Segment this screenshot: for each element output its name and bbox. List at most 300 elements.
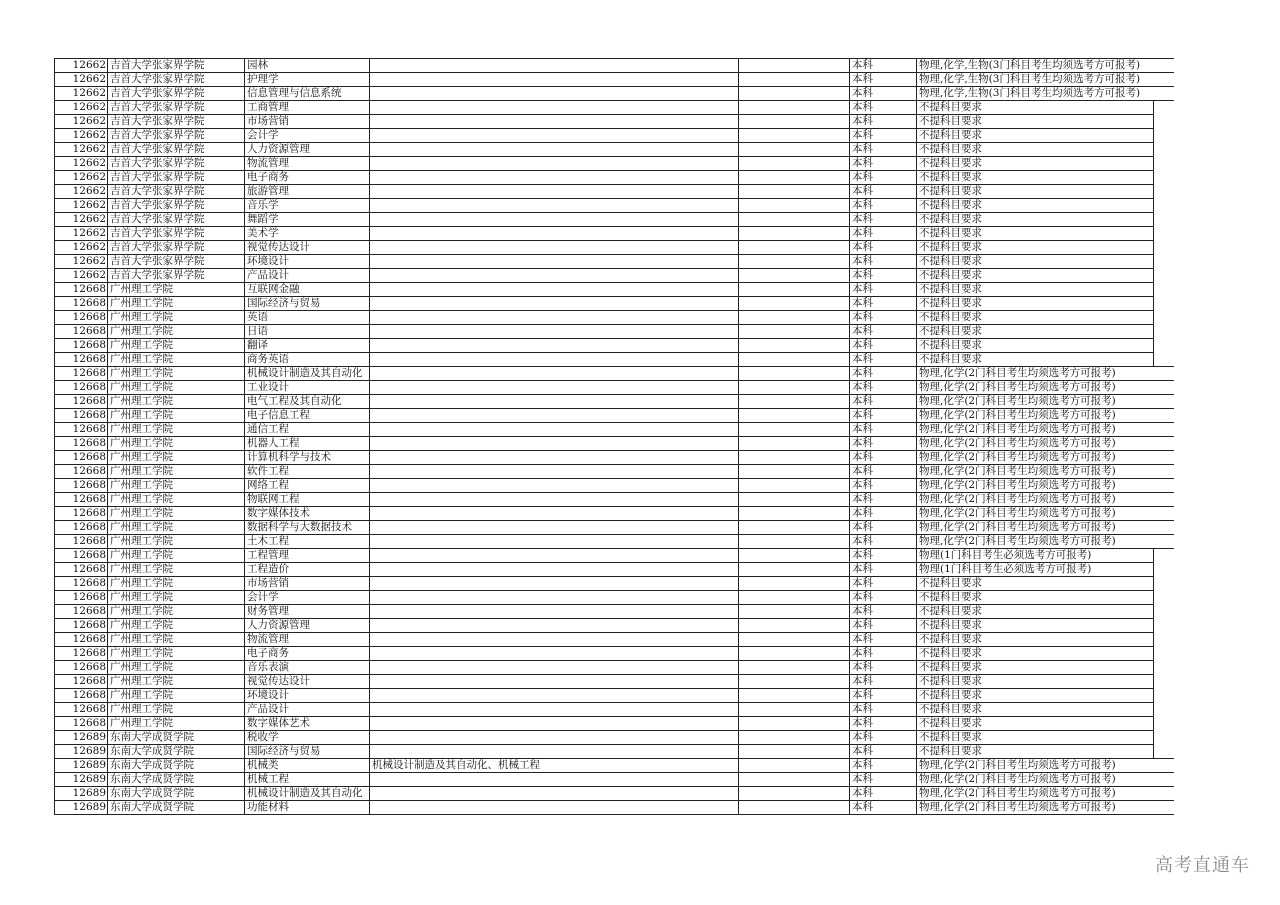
table-row xyxy=(55,199,1174,213)
table-row xyxy=(55,675,1174,689)
subject-requirement-cell: 不提科目要求 xyxy=(917,311,1154,325)
subject-requirement-cell: 不提科目要求 xyxy=(917,143,1154,157)
major-name-cell: 市场营销 xyxy=(245,115,370,129)
note-cell xyxy=(739,521,850,535)
level-cell: 本科 xyxy=(850,451,917,465)
major-name-cell: 翻译 xyxy=(245,339,370,353)
note-cell xyxy=(739,157,850,171)
major-includes-cell xyxy=(370,157,739,171)
empty-margin-cell xyxy=(1154,339,1174,353)
table-row xyxy=(55,241,1174,255)
school-name-cell: 东南大学成贤学院 xyxy=(108,745,245,759)
school-name-cell: 广州理工学院 xyxy=(108,619,245,633)
table-row xyxy=(55,563,1174,577)
major-name-cell: 机器人工程 xyxy=(245,437,370,451)
school-name-cell: 吉首大学张家界学院 xyxy=(108,185,245,199)
major-includes-cell xyxy=(370,745,739,759)
empty-margin-cell xyxy=(1154,157,1174,171)
note-cell xyxy=(739,675,850,689)
note-cell xyxy=(739,745,850,759)
school-name-cell: 广州理工学院 xyxy=(108,703,245,717)
table-row xyxy=(55,731,1174,745)
empty-margin-cell xyxy=(1154,101,1174,115)
subject-requirement-cell: 不提科目要求 xyxy=(917,129,1154,143)
subject-requirement-cell: 物理,化学,生物(3门科目考生均须选考方可报考) xyxy=(917,73,1174,87)
note-cell xyxy=(739,353,850,367)
empty-margin-cell xyxy=(1154,227,1174,241)
school-code-cell: 12668 xyxy=(55,325,108,339)
level-cell: 本科 xyxy=(850,437,917,451)
empty-margin-cell xyxy=(1154,703,1174,717)
school-code-cell: 12668 xyxy=(55,381,108,395)
table-row xyxy=(55,633,1174,647)
note-cell xyxy=(739,633,850,647)
school-name-cell: 吉首大学张家界学院 xyxy=(108,269,245,283)
level-cell: 本科 xyxy=(850,339,917,353)
subject-requirement-cell: 不提科目要求 xyxy=(917,661,1154,675)
school-code-cell: 12662 xyxy=(55,115,108,129)
table-row xyxy=(55,395,1174,409)
major-name-cell: 日语 xyxy=(245,325,370,339)
watermark-logo: 高考直通车 xyxy=(1155,855,1250,876)
school-code-cell: 12689 xyxy=(55,773,108,787)
table-row xyxy=(55,311,1174,325)
major-includes-cell xyxy=(370,395,739,409)
note-cell xyxy=(739,493,850,507)
school-code-cell: 12662 xyxy=(55,255,108,269)
major-includes-cell xyxy=(370,129,739,143)
major-includes-cell xyxy=(370,115,739,129)
major-name-cell: 电子商务 xyxy=(245,647,370,661)
table-row xyxy=(55,157,1174,171)
table-row xyxy=(55,507,1174,521)
level-cell: 本科 xyxy=(850,605,917,619)
major-includes-cell xyxy=(370,577,739,591)
major-includes-cell xyxy=(370,423,739,437)
major-name-cell: 数字媒体技术 xyxy=(245,507,370,521)
table-row xyxy=(55,437,1174,451)
subject-requirement-cell: 物理,化学(2门科目考生均须选考方可报考) xyxy=(917,409,1174,423)
major-includes-cell xyxy=(370,493,739,507)
level-cell: 本科 xyxy=(850,143,917,157)
empty-margin-cell xyxy=(1154,689,1174,703)
table-row xyxy=(55,451,1174,465)
table-row xyxy=(55,283,1174,297)
major-includes-cell xyxy=(370,787,739,801)
note-cell xyxy=(739,437,850,451)
school-code-cell: 12668 xyxy=(55,367,108,381)
major-name-cell: 国际经济与贸易 xyxy=(245,297,370,311)
level-cell: 本科 xyxy=(850,633,917,647)
note-cell xyxy=(739,689,850,703)
school-name-cell: 广州理工学院 xyxy=(108,353,245,367)
level-cell: 本科 xyxy=(850,311,917,325)
major-name-cell: 护理学 xyxy=(245,73,370,87)
empty-margin-cell xyxy=(1154,283,1174,297)
major-name-cell: 市场营销 xyxy=(245,577,370,591)
empty-margin-cell xyxy=(1154,255,1174,269)
empty-margin-cell xyxy=(1154,129,1174,143)
subject-requirement-cell: 物理,化学,生物(3门科目考生均须选考方可报考) xyxy=(917,87,1174,101)
table-row xyxy=(55,717,1174,731)
subject-requirement-cell: 不提科目要求 xyxy=(917,605,1154,619)
major-name-cell: 工程造价 xyxy=(245,563,370,577)
subject-requirement-cell: 不提科目要求 xyxy=(917,325,1154,339)
table-row xyxy=(55,353,1174,367)
school-name-cell: 吉首大学张家界学院 xyxy=(108,171,245,185)
subject-requirement-cell: 不提科目要求 xyxy=(917,703,1154,717)
subject-requirement-cell: 不提科目要求 xyxy=(917,213,1154,227)
level-cell: 本科 xyxy=(850,549,917,563)
major-name-cell: 信息管理与信息系统 xyxy=(245,87,370,101)
level-cell: 本科 xyxy=(850,703,917,717)
school-name-cell: 吉首大学张家界学院 xyxy=(108,129,245,143)
school-code-cell: 12662 xyxy=(55,171,108,185)
school-name-cell: 广州理工学院 xyxy=(108,395,245,409)
school-name-cell: 广州理工学院 xyxy=(108,339,245,353)
major-name-cell: 电子信息工程 xyxy=(245,409,370,423)
subject-requirement-cell: 物理,化学(2门科目考生均须选考方可报考) xyxy=(917,759,1174,773)
note-cell xyxy=(739,59,850,73)
subject-requirement-cell: 物理,化学(2门科目考生均须选考方可报考) xyxy=(917,521,1174,535)
school-code-cell: 12668 xyxy=(55,689,108,703)
subject-requirement-cell: 物理,化学(2门科目考生均须选考方可报考) xyxy=(917,773,1174,787)
empty-margin-cell xyxy=(1154,269,1174,283)
major-includes-cell xyxy=(370,101,739,115)
major-name-cell: 功能材料 xyxy=(245,801,370,815)
subject-requirement-cell: 物理,化学(2门科目考生均须选考方可报考) xyxy=(917,395,1174,409)
note-cell xyxy=(739,479,850,493)
school-name-cell: 吉首大学张家界学院 xyxy=(108,101,245,115)
major-includes-cell xyxy=(370,353,739,367)
major-includes-cell xyxy=(370,661,739,675)
table-row xyxy=(55,521,1174,535)
major-includes-cell xyxy=(370,507,739,521)
table-row xyxy=(55,577,1174,591)
subject-requirement-cell: 不提科目要求 xyxy=(917,675,1154,689)
school-name-cell: 广州理工学院 xyxy=(108,647,245,661)
note-cell xyxy=(739,409,850,423)
note-cell xyxy=(739,101,850,115)
table-row xyxy=(55,465,1174,479)
school-name-cell: 东南大学成贤学院 xyxy=(108,759,245,773)
major-name-cell: 软件工程 xyxy=(245,465,370,479)
table-row xyxy=(55,759,1174,773)
level-cell: 本科 xyxy=(850,353,917,367)
major-includes-cell xyxy=(370,717,739,731)
school-code-cell: 12668 xyxy=(55,717,108,731)
level-cell: 本科 xyxy=(850,241,917,255)
school-name-cell: 广州理工学院 xyxy=(108,493,245,507)
subject-requirement-cell: 不提科目要求 xyxy=(917,339,1154,353)
school-code-cell: 12668 xyxy=(55,409,108,423)
school-name-cell: 广州理工学院 xyxy=(108,297,245,311)
empty-margin-cell xyxy=(1154,115,1174,129)
subject-requirement-cell: 物理(1门科目考生必须选考方可报考) xyxy=(917,563,1154,577)
note-cell xyxy=(739,255,850,269)
major-name-cell: 财务管理 xyxy=(245,605,370,619)
major-includes-cell xyxy=(370,255,739,269)
school-name-cell: 广州理工学院 xyxy=(108,717,245,731)
major-name-cell: 机械类 xyxy=(245,759,370,773)
empty-margin-cell xyxy=(1154,633,1174,647)
major-includes-cell xyxy=(370,479,739,493)
major-name-cell: 数字媒体艺术 xyxy=(245,717,370,731)
major-includes-cell xyxy=(370,451,739,465)
school-code-cell: 12689 xyxy=(55,745,108,759)
major-name-cell: 土木工程 xyxy=(245,535,370,549)
level-cell: 本科 xyxy=(850,619,917,633)
school-name-cell: 吉首大学张家界学院 xyxy=(108,241,245,255)
note-cell xyxy=(739,297,850,311)
level-cell: 本科 xyxy=(850,73,917,87)
note-cell xyxy=(739,115,850,129)
major-name-cell: 机械工程 xyxy=(245,773,370,787)
school-code-cell: 12668 xyxy=(55,311,108,325)
note-cell xyxy=(739,703,850,717)
school-code-cell: 12668 xyxy=(55,549,108,563)
major-name-cell: 环境设计 xyxy=(245,255,370,269)
empty-margin-cell xyxy=(1154,661,1174,675)
subject-requirement-cell: 物理,化学(2门科目考生均须选考方可报考) xyxy=(917,787,1174,801)
school-code-cell: 12668 xyxy=(55,423,108,437)
subject-requirement-cell: 不提科目要求 xyxy=(917,185,1154,199)
empty-margin-cell xyxy=(1154,591,1174,605)
empty-margin-cell xyxy=(1154,241,1174,255)
school-name-cell: 广州理工学院 xyxy=(108,661,245,675)
school-name-cell: 吉首大学张家界学院 xyxy=(108,255,245,269)
table-row xyxy=(55,213,1174,227)
major-name-cell: 产品设计 xyxy=(245,703,370,717)
table-row xyxy=(55,479,1174,493)
subject-requirement-cell: 物理(1门科目考生必须选考方可报考) xyxy=(917,549,1154,563)
empty-margin-cell xyxy=(1154,605,1174,619)
empty-margin-cell xyxy=(1154,143,1174,157)
school-code-cell: 12668 xyxy=(55,577,108,591)
major-includes-cell xyxy=(370,325,739,339)
table-row xyxy=(55,129,1174,143)
table-row xyxy=(55,367,1174,381)
subject-requirement-cell: 不提科目要求 xyxy=(917,745,1154,759)
table-row xyxy=(55,297,1174,311)
school-code-cell: 12668 xyxy=(55,437,108,451)
major-includes-cell xyxy=(370,185,739,199)
school-name-cell: 广州理工学院 xyxy=(108,283,245,297)
school-code-cell: 12668 xyxy=(55,395,108,409)
school-name-cell: 广州理工学院 xyxy=(108,367,245,381)
school-name-cell: 吉首大学张家界学院 xyxy=(108,87,245,101)
note-cell xyxy=(739,605,850,619)
school-name-cell: 广州理工学院 xyxy=(108,535,245,549)
school-code-cell: 12668 xyxy=(55,479,108,493)
table-row xyxy=(55,787,1174,801)
level-cell: 本科 xyxy=(850,227,917,241)
major-includes-cell xyxy=(370,283,739,297)
school-code-cell: 12668 xyxy=(55,703,108,717)
note-cell xyxy=(739,423,850,437)
major-name-cell: 人力资源管理 xyxy=(245,143,370,157)
level-cell: 本科 xyxy=(850,185,917,199)
school-code-cell: 12662 xyxy=(55,269,108,283)
major-name-cell: 音乐表演 xyxy=(245,661,370,675)
empty-margin-cell xyxy=(1154,353,1174,367)
note-cell xyxy=(739,801,850,815)
school-name-cell: 广州理工学院 xyxy=(108,311,245,325)
major-includes-cell xyxy=(370,591,739,605)
school-name-cell: 吉首大学张家界学院 xyxy=(108,115,245,129)
major-includes-cell xyxy=(370,801,739,815)
subject-requirement-cell: 物理,化学(2门科目考生均须选考方可报考) xyxy=(917,493,1174,507)
table-row xyxy=(55,255,1174,269)
table-row xyxy=(55,185,1174,199)
level-cell: 本科 xyxy=(850,59,917,73)
subject-requirement-cell: 物理,化学(2门科目考生均须选考方可报考) xyxy=(917,479,1174,493)
school-name-cell: 广州理工学院 xyxy=(108,633,245,647)
note-cell xyxy=(739,787,850,801)
level-cell: 本科 xyxy=(850,577,917,591)
major-includes-cell xyxy=(370,269,739,283)
school-name-cell: 广州理工学院 xyxy=(108,409,245,423)
empty-margin-cell xyxy=(1154,549,1174,563)
school-code-cell: 12662 xyxy=(55,59,108,73)
major-name-cell: 国际经济与贸易 xyxy=(245,745,370,759)
major-name-cell: 音乐学 xyxy=(245,199,370,213)
subject-requirement-cell: 物理,化学(2门科目考生均须选考方可报考) xyxy=(917,367,1174,381)
level-cell: 本科 xyxy=(850,801,917,815)
subject-requirement-cell: 不提科目要求 xyxy=(917,577,1154,591)
major-includes-cell xyxy=(370,549,739,563)
school-code-cell: 12668 xyxy=(55,339,108,353)
school-name-cell: 吉首大学张家界学院 xyxy=(108,59,245,73)
school-name-cell: 广州理工学院 xyxy=(108,465,245,479)
major-name-cell: 环境设计 xyxy=(245,689,370,703)
level-cell: 本科 xyxy=(850,773,917,787)
table-row xyxy=(55,115,1174,129)
note-cell xyxy=(739,563,850,577)
note-cell xyxy=(739,129,850,143)
empty-margin-cell xyxy=(1154,213,1174,227)
note-cell xyxy=(739,577,850,591)
major-includes-cell xyxy=(370,465,739,479)
major-name-cell: 旅游管理 xyxy=(245,185,370,199)
subject-requirement-cell: 不提科目要求 xyxy=(917,731,1154,745)
table-body xyxy=(55,59,1174,815)
table-row xyxy=(55,493,1174,507)
level-cell: 本科 xyxy=(850,325,917,339)
school-code-cell: 12662 xyxy=(55,101,108,115)
table-row xyxy=(55,409,1174,423)
note-cell xyxy=(739,395,850,409)
level-cell: 本科 xyxy=(850,689,917,703)
school-code-cell: 12662 xyxy=(55,157,108,171)
major-name-cell: 园林 xyxy=(245,59,370,73)
school-name-cell: 广州理工学院 xyxy=(108,325,245,339)
note-cell xyxy=(739,73,850,87)
table-row xyxy=(55,171,1174,185)
school-code-cell: 12662 xyxy=(55,73,108,87)
major-includes-cell xyxy=(370,619,739,633)
major-includes-cell xyxy=(370,689,739,703)
table-row xyxy=(55,59,1174,73)
school-name-cell: 广州理工学院 xyxy=(108,437,245,451)
table-row xyxy=(55,605,1174,619)
level-cell: 本科 xyxy=(850,717,917,731)
major-includes-cell xyxy=(370,87,739,101)
note-cell xyxy=(739,591,850,605)
major-name-cell: 物流管理 xyxy=(245,633,370,647)
major-includes-cell xyxy=(370,521,739,535)
level-cell: 本科 xyxy=(850,521,917,535)
major-includes-cell xyxy=(370,143,739,157)
empty-margin-cell xyxy=(1154,745,1174,759)
major-name-cell: 商务英语 xyxy=(245,353,370,367)
major-name-cell: 工商管理 xyxy=(245,101,370,115)
school-name-cell: 广州理工学院 xyxy=(108,675,245,689)
school-name-cell: 东南大学成贤学院 xyxy=(108,787,245,801)
level-cell: 本科 xyxy=(850,423,917,437)
school-name-cell: 东南大学成贤学院 xyxy=(108,773,245,787)
subject-requirement-cell: 物理,化学(2门科目考生均须选考方可报考) xyxy=(917,535,1174,549)
major-name-cell: 通信工程 xyxy=(245,423,370,437)
level-cell: 本科 xyxy=(850,479,917,493)
major-name-cell: 网络工程 xyxy=(245,479,370,493)
subject-requirement-cell: 物理,化学(2门科目考生均须选考方可报考) xyxy=(917,507,1174,521)
major-includes-cell xyxy=(370,633,739,647)
empty-margin-cell xyxy=(1154,171,1174,185)
major-name-cell: 互联网金融 xyxy=(245,283,370,297)
level-cell: 本科 xyxy=(850,759,917,773)
school-name-cell: 广州理工学院 xyxy=(108,423,245,437)
level-cell: 本科 xyxy=(850,731,917,745)
note-cell xyxy=(739,269,850,283)
school-name-cell: 吉首大学张家界学院 xyxy=(108,213,245,227)
subject-requirement-cell: 物理,化学(2门科目考生均须选考方可报考) xyxy=(917,437,1174,451)
note-cell xyxy=(739,661,850,675)
empty-margin-cell xyxy=(1154,199,1174,213)
table-row xyxy=(55,661,1174,675)
school-name-cell: 吉首大学张家界学院 xyxy=(108,199,245,213)
major-name-cell: 数据科学与大数据技术 xyxy=(245,521,370,535)
level-cell: 本科 xyxy=(850,297,917,311)
table-row xyxy=(55,689,1174,703)
school-name-cell: 广州理工学院 xyxy=(108,605,245,619)
school-name-cell: 东南大学成贤学院 xyxy=(108,731,245,745)
note-cell xyxy=(739,311,850,325)
major-includes-cell: 机械设计制造及其自动化、机械工程 xyxy=(370,759,739,773)
note-cell xyxy=(739,619,850,633)
table-row xyxy=(55,423,1174,437)
subject-requirement-cell: 不提科目要求 xyxy=(917,297,1154,311)
school-name-cell: 吉首大学张家界学院 xyxy=(108,73,245,87)
major-includes-cell xyxy=(370,73,739,87)
table-row xyxy=(55,801,1174,815)
school-code-cell: 12662 xyxy=(55,213,108,227)
level-cell: 本科 xyxy=(850,507,917,521)
note-cell xyxy=(739,549,850,563)
major-includes-cell xyxy=(370,199,739,213)
school-name-cell: 广州理工学院 xyxy=(108,549,245,563)
school-code-cell: 12668 xyxy=(55,521,108,535)
major-name-cell: 电子商务 xyxy=(245,171,370,185)
major-name-cell: 人力资源管理 xyxy=(245,619,370,633)
subject-requirement-cell: 物理,化学(2门科目考生均须选考方可报考) xyxy=(917,801,1174,815)
note-cell xyxy=(739,647,850,661)
major-name-cell: 工程管理 xyxy=(245,549,370,563)
school-name-cell: 吉首大学张家界学院 xyxy=(108,227,245,241)
school-code-cell: 12668 xyxy=(55,465,108,479)
school-name-cell: 吉首大学张家界学院 xyxy=(108,157,245,171)
level-cell: 本科 xyxy=(850,101,917,115)
